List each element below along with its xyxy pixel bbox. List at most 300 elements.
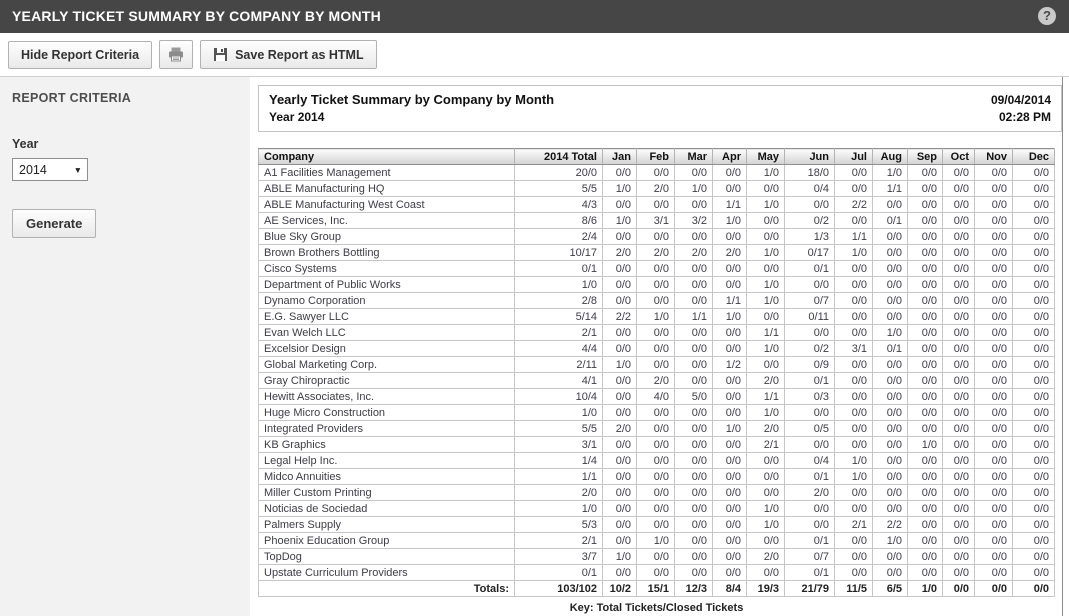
month-cell: 0/0: [873, 501, 908, 517]
month-cell: 0/0: [1013, 357, 1055, 373]
month-cell: 0/9: [785, 357, 835, 373]
help-icon[interactable]: ?: [1038, 7, 1056, 25]
company-cell: Hewitt Associates, Inc.: [259, 389, 515, 405]
month-cell: 0/0: [675, 293, 713, 309]
total-cell: 5/5: [515, 421, 603, 437]
column-header-may: May: [747, 149, 785, 165]
toolbar: [0, 33, 1069, 77]
month-cell: 0/0: [943, 373, 975, 389]
month-cell: 0/0: [835, 421, 873, 437]
month-cell: 0/0: [835, 405, 873, 421]
month-cell: 0/0: [835, 373, 873, 389]
month-cell: 0/0: [675, 517, 713, 533]
month-cell: 0/0: [637, 517, 675, 533]
month-cell: 1/0: [747, 341, 785, 357]
month-cell: 0/0: [675, 501, 713, 517]
month-cell: 0/0: [975, 565, 1013, 581]
month-cell: 0/0: [908, 341, 943, 357]
month-cell: 0/0: [1013, 341, 1055, 357]
table-row: [259, 437, 1055, 453]
month-cell: 2/1: [747, 437, 785, 453]
month-cell: 0/0: [675, 469, 713, 485]
month-cell: 0/0: [747, 181, 785, 197]
totals-row: [259, 581, 1055, 597]
company-cell: Gray Chiropractic: [259, 373, 515, 389]
report-date: 09/04/2014: [990, 93, 1051, 107]
month-cell: 0/0: [835, 533, 873, 549]
month-cell: 0/0: [975, 261, 1013, 277]
month-cell: 0/0: [1013, 181, 1055, 197]
month-cell: 0/0: [975, 277, 1013, 293]
month-cell: 0/0: [1013, 213, 1055, 229]
month-cell: 0/0: [1013, 229, 1055, 245]
column-header-apr: Apr: [713, 149, 747, 165]
month-cell: 0/0: [747, 453, 785, 469]
month-cell: 0/0: [675, 229, 713, 245]
month-cell: 1/0: [835, 245, 873, 261]
company-cell: ABLE Manufacturing West Coast: [259, 197, 515, 213]
month-cell: 0/0: [835, 261, 873, 277]
month-cell: 1/1: [835, 229, 873, 245]
month-cell: 0/0: [908, 405, 943, 421]
month-cell: 0/0: [975, 501, 1013, 517]
column-header-jan: Jan: [603, 149, 637, 165]
save-report-button[interactable]: [200, 40, 377, 69]
month-cell: 0/17: [785, 245, 835, 261]
total-cell: 1/4: [515, 453, 603, 469]
month-cell: 0/0: [975, 341, 1013, 357]
month-cell: 0/4: [785, 453, 835, 469]
total-cell: 2/1: [515, 533, 603, 549]
year-select-wrap: [12, 158, 88, 181]
month-cell: 0/0: [637, 293, 675, 309]
month-cell: 2/0: [747, 421, 785, 437]
month-cell: 0/0: [975, 293, 1013, 309]
month-cell: 0/0: [908, 165, 943, 181]
report-key: Key: Total Tickets/Closed Tickets: [569, 602, 744, 614]
month-cell: 2/0: [637, 245, 675, 261]
month-cell: 0/0: [675, 373, 713, 389]
company-cell: Excelsior Design: [259, 341, 515, 357]
company-cell: Upstate Curriculum Providers: [259, 565, 515, 581]
month-cell: 18/0: [785, 165, 835, 181]
month-cell: 0/0: [1013, 261, 1055, 277]
month-cell: 0/1: [785, 533, 835, 549]
table-row: [259, 309, 1055, 325]
month-cell: 0/0: [603, 325, 637, 341]
generate-button[interactable]: [12, 209, 96, 238]
total-cell: 8/6: [515, 213, 603, 229]
month-cell: 0/0: [943, 293, 975, 309]
month-cell: 2/0: [747, 373, 785, 389]
month-cell: 0/0: [873, 261, 908, 277]
column-header-jul: Jul: [835, 149, 873, 165]
month-cell: 0/7: [785, 293, 835, 309]
month-cell: 0/0: [785, 405, 835, 421]
month-cell: 0/0: [713, 405, 747, 421]
month-cell: 0/0: [1013, 549, 1055, 565]
month-cell: 0/0: [637, 469, 675, 485]
month-cell: 0/0: [975, 533, 1013, 549]
month-cell: 4/0: [637, 389, 675, 405]
month-cell: 0/0: [637, 325, 675, 341]
month-cell: 0/0: [747, 213, 785, 229]
month-cell: 0/1: [785, 565, 835, 581]
month-cell: 0/0: [943, 501, 975, 517]
month-cell: 1/0: [675, 181, 713, 197]
month-cell: 0/0: [908, 213, 943, 229]
month-cell: 2/0: [747, 549, 785, 565]
total-cell: 4/4: [515, 341, 603, 357]
month-cell: 0/0: [675, 357, 713, 373]
report-title: Yearly Ticket Summary by Company by Month: [269, 92, 555, 107]
month-cell: 2/0: [675, 245, 713, 261]
right-edge-strip: [1063, 77, 1069, 616]
month-cell: 0/0: [975, 453, 1013, 469]
month-cell: 0/0: [943, 341, 975, 357]
month-cell: 0/0: [873, 405, 908, 421]
month-cell: 2/0: [637, 181, 675, 197]
month-cell: 2/0: [713, 245, 747, 261]
table-row: [259, 341, 1055, 357]
column-header-oct: Oct: [943, 149, 975, 165]
month-cell: 0/0: [975, 373, 1013, 389]
month-cell: 0/0: [835, 181, 873, 197]
month-cell: 0/0: [943, 485, 975, 501]
month-cell: 0/0: [873, 437, 908, 453]
month-cell: 0/0: [943, 453, 975, 469]
month-cell: 0/0: [835, 549, 873, 565]
month-cell: 0/0: [835, 213, 873, 229]
month-cell: 1/0: [873, 165, 908, 181]
report-header-box: [258, 85, 1062, 132]
month-cell: 0/0: [943, 549, 975, 565]
month-cell: 0/0: [747, 309, 785, 325]
month-cell: 0/0: [637, 549, 675, 565]
printer-icon: [168, 47, 184, 62]
total-cell: 5/3: [515, 517, 603, 533]
total-cell: 2/0: [515, 485, 603, 501]
month-cell: 0/0: [637, 165, 675, 181]
table-row: [259, 213, 1055, 229]
month-cell: 1/0: [873, 533, 908, 549]
month-cell: 0/0: [975, 437, 1013, 453]
month-cell: 0/0: [908, 261, 943, 277]
month-cell: 2/0: [603, 245, 637, 261]
month-cell: 0/1: [873, 341, 908, 357]
month-cell: 0/0: [908, 549, 943, 565]
month-cell: 0/0: [873, 453, 908, 469]
table-row: [259, 469, 1055, 485]
month-cell: 0/1: [785, 373, 835, 389]
month-cell: 0/0: [975, 469, 1013, 485]
month-cell: 1/0: [873, 325, 908, 341]
total-cell: 0/1: [515, 261, 603, 277]
month-cell: 0/0: [873, 389, 908, 405]
company-cell: Cisco Systems: [259, 261, 515, 277]
column-header-jun: Jun: [785, 149, 835, 165]
month-cell: 0/0: [713, 549, 747, 565]
month-cell: 0/0: [603, 533, 637, 549]
month-cell: 0/2: [785, 341, 835, 357]
year-label: Year: [12, 137, 39, 151]
company-cell: A1 Facilities Management: [259, 165, 515, 181]
month-cell: 1/0: [603, 213, 637, 229]
month-cell: 2/0: [637, 373, 675, 389]
month-cell: 0/0: [713, 453, 747, 469]
month-cell: 0/0: [603, 565, 637, 581]
month-cell: 0/0: [975, 197, 1013, 213]
month-cell: 0/0: [713, 277, 747, 293]
total-cell: 10/4: [515, 389, 603, 405]
month-cell: 2/1: [835, 517, 873, 533]
month-cell: 0/0: [908, 325, 943, 341]
company-cell: Integrated Providers: [259, 421, 515, 437]
app-title: YEARLY TICKET SUMMARY BY COMPANY BY MONTH: [12, 8, 381, 24]
totals-month-cell: 1/0: [908, 581, 943, 597]
month-cell: 0/0: [675, 261, 713, 277]
month-cell: 1/1: [747, 325, 785, 341]
month-cell: 0/0: [713, 229, 747, 245]
month-cell: 0/0: [943, 565, 975, 581]
month-cell: 1/1: [747, 389, 785, 405]
month-cell: 0/0: [713, 469, 747, 485]
month-cell: 0/0: [713, 165, 747, 181]
table-row: [259, 373, 1055, 389]
month-cell: 0/0: [873, 229, 908, 245]
total-cell: 5/5: [515, 181, 603, 197]
month-cell: 0/0: [637, 197, 675, 213]
month-cell: 0/0: [835, 501, 873, 517]
total-cell: 4/1: [515, 373, 603, 389]
month-cell: 3/2: [675, 213, 713, 229]
month-cell: 0/0: [943, 213, 975, 229]
month-cell: 0/0: [975, 485, 1013, 501]
month-cell: 0/0: [637, 405, 675, 421]
month-cell: 0/0: [785, 437, 835, 453]
month-cell: 0/0: [1013, 405, 1055, 421]
table-row: [259, 245, 1055, 261]
month-cell: 0/0: [1013, 453, 1055, 469]
month-cell: 0/0: [975, 245, 1013, 261]
month-cell: 0/0: [873, 421, 908, 437]
month-cell: 0/0: [943, 197, 975, 213]
month-cell: 0/0: [908, 453, 943, 469]
month-cell: 0/0: [835, 565, 873, 581]
month-cell: 0/0: [975, 421, 1013, 437]
month-cell: 0/0: [1013, 389, 1055, 405]
month-cell: 0/0: [603, 517, 637, 533]
column-header-total: 2014 Total: [515, 149, 603, 165]
month-cell: 0/0: [908, 565, 943, 581]
month-cell: 0/0: [713, 485, 747, 501]
month-cell: 0/0: [975, 405, 1013, 421]
month-cell: 0/0: [603, 373, 637, 389]
month-cell: 0/0: [975, 389, 1013, 405]
month-cell: 5/0: [675, 389, 713, 405]
month-cell: 0/0: [908, 469, 943, 485]
month-cell: 0/11: [785, 309, 835, 325]
company-cell: Midco Annuities: [259, 469, 515, 485]
month-cell: 0/0: [975, 165, 1013, 181]
month-cell: 0/0: [675, 325, 713, 341]
month-cell: 0/0: [603, 341, 637, 357]
month-cell: 0/0: [603, 197, 637, 213]
report-panel: [250, 77, 1063, 616]
content-area: [0, 77, 1069, 616]
company-cell: ABLE Manufacturing HQ: [259, 181, 515, 197]
month-cell: 0/0: [675, 549, 713, 565]
month-cell: 0/0: [747, 565, 785, 581]
month-cell: 0/0: [713, 325, 747, 341]
report-table: [258, 148, 1055, 597]
month-cell: 0/0: [943, 405, 975, 421]
month-cell: 0/0: [675, 405, 713, 421]
totals-month-cell: 6/5: [873, 581, 908, 597]
month-cell: 0/0: [943, 517, 975, 533]
month-cell: 0/0: [713, 261, 747, 277]
total-cell: 10/17: [515, 245, 603, 261]
month-cell: 0/0: [873, 293, 908, 309]
table-row: [259, 325, 1055, 341]
month-cell: 0/0: [785, 517, 835, 533]
month-cell: 1/0: [603, 357, 637, 373]
month-cell: 0/0: [908, 181, 943, 197]
month-cell: 0/0: [943, 533, 975, 549]
month-cell: 0/0: [975, 213, 1013, 229]
generate-label: Generate: [26, 216, 83, 231]
month-cell: 0/1: [873, 213, 908, 229]
month-cell: 0/0: [603, 437, 637, 453]
month-cell: 0/0: [835, 309, 873, 325]
totals-month-cell: 12/3: [675, 581, 713, 597]
table-row: [259, 405, 1055, 421]
month-cell: 0/0: [1013, 373, 1055, 389]
month-cell: 1/0: [713, 213, 747, 229]
totals-month-cell: 21/79: [785, 581, 835, 597]
month-cell: 0/1: [785, 261, 835, 277]
month-cell: 0/0: [713, 533, 747, 549]
company-cell: Legal Help Inc.: [259, 453, 515, 469]
month-cell: 0/0: [873, 469, 908, 485]
month-cell: 0/0: [603, 405, 637, 421]
month-cell: 0/0: [747, 533, 785, 549]
month-cell: 1/0: [747, 197, 785, 213]
month-cell: 0/0: [713, 501, 747, 517]
month-cell: 1/1: [873, 181, 908, 197]
table-row: [259, 549, 1055, 565]
table-row: [259, 197, 1055, 213]
month-cell: 0/0: [908, 389, 943, 405]
company-cell: E.G. Sawyer LLC: [259, 309, 515, 325]
month-cell: 0/0: [1013, 165, 1055, 181]
month-cell: 0/0: [713, 373, 747, 389]
month-cell: 1/0: [747, 405, 785, 421]
table-row: [259, 533, 1055, 549]
totals-total-cell: 103/102: [515, 581, 603, 597]
table-row: [259, 277, 1055, 293]
month-cell: 1/0: [747, 293, 785, 309]
month-cell: 0/0: [835, 293, 873, 309]
month-cell: 0/0: [675, 453, 713, 469]
month-cell: 0/4: [785, 181, 835, 197]
month-cell: 0/0: [637, 453, 675, 469]
month-cell: 1/0: [835, 469, 873, 485]
month-cell: 0/0: [908, 357, 943, 373]
month-cell: 0/0: [943, 245, 975, 261]
month-cell: 0/0: [908, 277, 943, 293]
month-cell: 0/0: [835, 389, 873, 405]
total-cell: 2/1: [515, 325, 603, 341]
company-cell: Global Marketing Corp.: [259, 357, 515, 373]
report-time: 02:28 PM: [998, 110, 1051, 124]
month-cell: 0/0: [713, 389, 747, 405]
hide-report-criteria-button[interactable]: [8, 41, 152, 69]
month-cell: 0/0: [1013, 325, 1055, 341]
month-cell: 1/0: [747, 165, 785, 181]
month-cell: 0/0: [1013, 437, 1055, 453]
total-cell: 5/14: [515, 309, 603, 325]
month-cell: 0/0: [1013, 277, 1055, 293]
month-cell: 0/0: [873, 309, 908, 325]
month-cell: 0/0: [943, 437, 975, 453]
month-cell: 0/0: [675, 277, 713, 293]
month-cell: 0/0: [637, 565, 675, 581]
month-cell: 0/0: [637, 261, 675, 277]
month-cell: 1/0: [835, 453, 873, 469]
print-button[interactable]: [159, 40, 193, 69]
total-cell: 1/0: [515, 405, 603, 421]
month-cell: 0/7: [785, 549, 835, 565]
month-cell: 0/0: [603, 485, 637, 501]
month-cell: 0/0: [1013, 309, 1055, 325]
month-cell: 0/0: [1013, 469, 1055, 485]
month-cell: 0/0: [943, 357, 975, 373]
report-criteria-heading: REPORT CRITERIA: [12, 91, 132, 105]
total-cell: 3/1: [515, 437, 603, 453]
total-cell: 20/0: [515, 165, 603, 181]
month-cell: 1/0: [747, 501, 785, 517]
month-cell: 0/1: [785, 469, 835, 485]
month-cell: 0/0: [873, 485, 908, 501]
column-header-nov: Nov: [975, 149, 1013, 165]
month-cell: 1/0: [747, 517, 785, 533]
month-cell: 0/0: [603, 165, 637, 181]
company-cell: Brown Brothers Bottling: [259, 245, 515, 261]
month-cell: 1/1: [713, 197, 747, 213]
year-select[interactable]: [13, 159, 87, 180]
totals-month-cell: 0/0: [943, 581, 975, 597]
month-cell: 0/0: [1013, 421, 1055, 437]
month-cell: 0/0: [908, 197, 943, 213]
month-cell: 0/0: [675, 341, 713, 357]
totals-month-cell: 0/0: [975, 581, 1013, 597]
month-cell: 0/0: [943, 389, 975, 405]
column-header-mar: Mar: [675, 149, 713, 165]
month-cell: 1/0: [603, 181, 637, 197]
month-cell: 0/0: [873, 565, 908, 581]
month-cell: 0/0: [873, 277, 908, 293]
month-cell: 0/0: [908, 309, 943, 325]
month-cell: 0/0: [747, 469, 785, 485]
month-cell: 0/0: [675, 421, 713, 437]
table-row: [259, 389, 1055, 405]
month-cell: 1/0: [747, 245, 785, 261]
save-report-label: Save Report as HTML: [235, 47, 364, 62]
report-criteria-panel: [0, 77, 250, 616]
month-cell: 2/0: [785, 485, 835, 501]
table-row: [259, 261, 1055, 277]
